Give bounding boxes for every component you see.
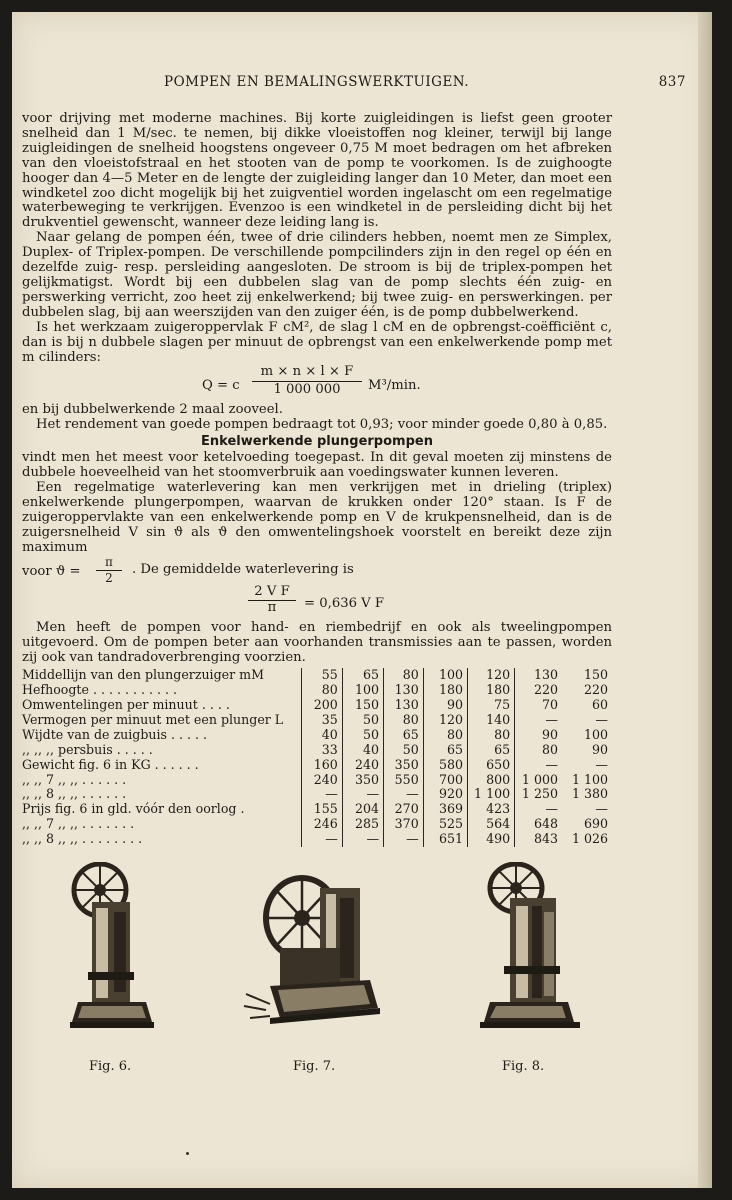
formula-pi-half (96, 555, 122, 586)
table-cell: 246 (301, 817, 342, 832)
formula-output (22, 365, 612, 403)
formula-prefix: voor ϑ = (22, 564, 81, 580)
table-cell: 580 (423, 758, 467, 773)
table-cell: 150 (342, 698, 383, 713)
body-text (22, 112, 612, 847)
table-cell: 120 (423, 713, 467, 728)
figures (12, 862, 712, 1082)
formula-suffix: . De gemiddelde waterlevering is (132, 562, 354, 578)
formula-average-denominator: π (267, 600, 277, 616)
table-cell: 55 (301, 668, 342, 683)
table-cell: 80 (468, 728, 515, 743)
figure-8-caption: Fig. 8. (502, 1059, 545, 1074)
table-cell: 90 (515, 728, 562, 743)
paragraph-3: Is het werkzaam zuigeroppervlak F cM², de slag l cM en de opbrengst-coëfficiënt c, dan is bij n dubbele slagen per minuut de opbrengst van een enkelwerkende pomp met m cilinders: (22, 319, 612, 365)
figure-7-caption: Fig. 7. (293, 1059, 336, 1074)
table-cell: 100 (583, 726, 608, 742)
formula-average-fraction (248, 585, 296, 616)
table-cell: 650 (468, 758, 515, 773)
table-cell: 564 (468, 817, 515, 832)
table-cell: — (342, 832, 383, 847)
table-row-label: Vermogen per minuut met een plunger L (22, 711, 284, 727)
table-row (22, 817, 612, 832)
table-cell: — (384, 787, 424, 802)
formula-average (22, 585, 612, 621)
table-cell: 370 (384, 817, 424, 832)
paragraph-4: en bij dubbelwerkende 2 maal zooveel. (22, 402, 283, 418)
table-cell: 350 (384, 758, 424, 773)
table-cell: 140 (468, 713, 515, 728)
paragraph-5: Het rendement van goede pompen bedraagt tot 0,93; voor minder goede 0,80 à 0,85. (36, 417, 608, 433)
table-row-label: Prijs fig. 6 in gld. vóór den oorlog . (22, 801, 245, 817)
table-cell: 270 (384, 802, 424, 817)
table-cell: 33 (301, 743, 342, 758)
table-cell: 65 (342, 668, 383, 683)
formula-lhs: Q = c (202, 378, 240, 394)
table-cell: 65 (423, 743, 467, 758)
table-cell: 700 (423, 773, 467, 788)
table-cell: — (515, 713, 562, 728)
formula-numerator: m × n × l × F (252, 365, 362, 382)
table-cell: 1 380 (571, 786, 608, 802)
formula-fraction (252, 365, 362, 398)
table-cell: 200 (301, 698, 342, 713)
table-cell: — (515, 758, 562, 773)
table-cell: 423 (468, 802, 515, 817)
table-cell: 150 (583, 667, 608, 683)
table-cell: 369 (423, 802, 467, 817)
table-cell: — (595, 711, 608, 727)
table-row-label: ,, ,, 7 ,, ,, . . . . . . (22, 771, 127, 787)
table-cell: — (595, 801, 608, 817)
formula-unit: M³/min. (368, 378, 421, 394)
table-row (22, 802, 612, 817)
table-cell: 1 100 (468, 787, 515, 802)
table-cell: 100 (342, 683, 383, 698)
table-cell: — (301, 832, 342, 847)
table-row-label: ,, ,, 8 ,, ,, . . . . . . . . (22, 831, 143, 847)
table-cell: — (384, 832, 424, 847)
table-cell: 35 (301, 713, 342, 728)
table-cell: 80 (384, 713, 424, 728)
table-cell: 350 (342, 773, 383, 788)
table-cell: 240 (301, 773, 342, 788)
table-cell: 130 (384, 683, 424, 698)
table-cell: 1 100 (571, 771, 608, 787)
table-cell: 204 (342, 802, 383, 817)
table-cell: — (515, 802, 562, 817)
book-page (12, 12, 712, 1188)
paragraph-2: Naar gelang de pompen één, twee of drie cilinders hebben, noemt men ze Simplex, Duplex- of Triplex-pompen. De verschillende pompcilinders zijn in den regel op één en dezelfde zuig- resp. persleiding aangesloten. De stroom is bij de triplex-pompen het gelijkmatigst. Wordt bij een dubbelen slag van de pomp slechts één zuig- en perswerking verricht, zoo heet zij enkelwerkend; bij twee zuig- en perswerkingen. per dubbelen slag, bij aan weerszijden van den zuiger één, is de pomp dubbelwerkend. (22, 230, 612, 320)
table-cell: 525 (423, 817, 467, 832)
table-row (22, 758, 612, 773)
table-cell: 65 (468, 743, 515, 758)
table-row (22, 668, 612, 683)
table-cell: — (342, 787, 383, 802)
table-cell: 220 (515, 683, 562, 698)
formula-maximum (22, 555, 612, 585)
table-cell: 160 (301, 758, 342, 773)
table-row-label: ,, ,, 7 ,, ,, . . . . . . . (22, 816, 135, 832)
table-cell: 1 026 (571, 831, 608, 847)
page-speck (186, 1152, 189, 1155)
table-row (22, 698, 612, 713)
pump-figure-7 (240, 868, 390, 1038)
table-cell: 240 (342, 758, 383, 773)
table-cell: 65 (384, 728, 424, 743)
table-row-label: ,, ,, 8 ,, ,, . . . . . . (22, 786, 127, 802)
formula-denominator: 1 000 000 (273, 382, 341, 398)
table-cell: 50 (384, 743, 424, 758)
table-cell: 80 (301, 683, 342, 698)
table-cell: 90 (423, 698, 467, 713)
table-cell: 155 (301, 802, 342, 817)
table-row (22, 683, 612, 698)
table-row (22, 773, 612, 788)
pump-figure-6 (62, 862, 162, 1042)
paragraph-8: Men heeft de pompen voor hand- en riembedrijf en ook als tweelingpompen uitgevoerd. Om de pompen beter aan voorhanden transmissies aan te passen, worden zij ook van tandradoverbrenging voorzien. (22, 620, 612, 666)
table-cell: 651 (423, 832, 467, 847)
table-cell: 180 (423, 683, 467, 698)
table-row-label: Gewicht fig. 6 in KG . . . . . . (22, 756, 199, 772)
table-cell: 648 (515, 817, 562, 832)
table-row-label: Wijdte van de zuigbuis . . . . . (22, 726, 208, 742)
pump-figure-8 (476, 862, 586, 1042)
table-cell: 843 (515, 832, 562, 847)
table-cell: 100 (423, 668, 467, 683)
formula-average-result: = 0,636 V F (304, 596, 385, 612)
table-row (22, 728, 612, 743)
table-row (22, 832, 612, 847)
table-cell: — (595, 756, 608, 772)
table-row (22, 787, 612, 802)
table-cell: 1 250 (515, 787, 562, 802)
table-cell: 180 (468, 683, 515, 698)
table-cell: 1 000 (515, 773, 562, 788)
table-cell: 550 (384, 773, 424, 788)
table-row (22, 743, 612, 758)
formula-two: 2 (105, 571, 113, 586)
table-cell: 120 (468, 668, 515, 683)
page-number: 837 (658, 74, 686, 90)
table-cell: 285 (342, 817, 383, 832)
formula-pi: π (96, 555, 122, 571)
table-cell: 800 (468, 773, 515, 788)
table-cell: 40 (342, 743, 383, 758)
table-cell: — (301, 787, 342, 802)
table-cell: 920 (423, 787, 467, 802)
table-cell: 60 (591, 697, 608, 712)
paragraph-7: Een regelmatige waterlevering kan men verkrijgen met in drieling (triplex) enkelwerkende plungerpompen, waarvan de krukken onder 120° staan. Is F de zuigeroppervlakte van een enkelwerkende pomp en V de krukpensnelheid, dan is de zuigersnelheid V sin ϑ als ϑ den omwentelingshoek voorstelt en bereikt deze zijn maximum (22, 479, 612, 555)
table-row-label: Hefhoogte . . . . . . . . . . . (22, 682, 178, 698)
table-cell: 80 (423, 728, 467, 743)
table-row (22, 713, 612, 728)
table-cell: 50 (342, 713, 383, 728)
table-cell: 490 (468, 832, 515, 847)
table-cell: 220 (583, 682, 608, 698)
table-cell: 80 (384, 668, 424, 683)
paragraph-6: vindt men het meest voor ketelvoeding toegepast. In dit geval moeten zij minstens de dubbele hoeveelheid van het stoomverbruik aan voedingswater kunnen leveren. (22, 450, 612, 481)
table-cell: 50 (342, 728, 383, 743)
figure-6-caption: Fig. 6. (89, 1059, 132, 1074)
table-row-label: ,, ,, ,, persbuis . . . . . (22, 741, 153, 757)
table-cell: 70 (515, 698, 562, 713)
formula-average-numerator: 2 V F (248, 585, 296, 601)
table-cell: 75 (468, 698, 515, 713)
section-heading: Enkelwerkende plungerpompen (201, 434, 433, 450)
table-cell: 80 (515, 743, 562, 758)
table-row-label: Omwentelingen per minuut . . . . (22, 697, 230, 712)
table-cell: 40 (301, 728, 342, 743)
table-row-label: Middellijn van den plungerzuiger mM (22, 667, 264, 683)
pump-spec-table (22, 668, 612, 847)
header-title: POMPEN EN BEMALINGSWERKTUIGEN. (164, 74, 470, 90)
table-cell: 90 (591, 741, 608, 757)
paragraph-1: voor drijving met moderne machines. Bij korte zuigleidingen is liefst geen grooter snelheid dan 1 M/sec. te nemen, bij dikke vloeistoffen nog kleiner, terwijl bij lange zuigleidingen de snelheid hoogstens ongeveer 0,75 M moet bedragen om het afbreken van den vloeistofstraal en het stooten van de pomp te voorkomen. Is de zuighoogte hooger dan 4—5 Meter en de lengte der zuigleiding langer dan 10 Meter, dan moet een windketel zoo dicht mogelijk bij het zuigventiel worden ingelascht om een regelmatige waterbeweging te verkrijgen. Evenzoo is een windketel in de persleiding dicht bij het drukventiel gewenscht, wanneer deze leiding lang is. (22, 111, 612, 231)
table-cell: 130 (384, 698, 424, 713)
table-cell: 690 (583, 816, 608, 832)
table-cell: 130 (515, 668, 562, 683)
